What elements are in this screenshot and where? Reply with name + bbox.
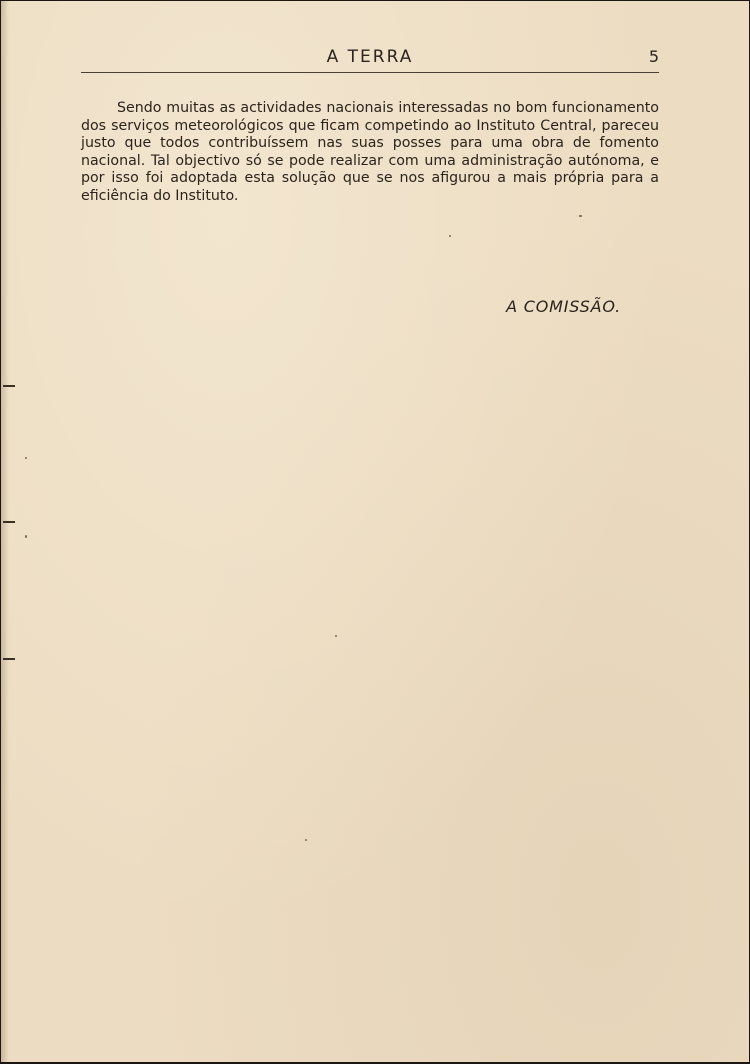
paper-speck [25, 535, 27, 538]
binding-stitch-mark [3, 521, 15, 523]
page-header [81, 45, 659, 73]
binding-stitch-mark [3, 385, 15, 387]
page-number: 5 [648, 47, 659, 66]
body-paragraph: Sendo muitas as actividades nacionais interessadas no bom funcionamento dos serviços meteorológicos que ficam competindo ao Instituto Central, pareceu justo que todos contribuíssem nas suas posses para uma obra de fomento nacional. Tal objectivo só se pode realizar com uma administração autónoma, e por isso foi adoptada esta solução que se nos afigurou a mais própria para a eficiência do Instituto. [81, 100, 659, 204]
binding-edge [1, 1, 9, 1062]
paper-speck [25, 457, 27, 459]
header-rule [81, 72, 659, 73]
binding-stitch-mark [3, 658, 15, 660]
document-page [1, 1, 749, 1062]
signature: A COMISSÃO. [506, 297, 621, 316]
paper-speck [305, 839, 307, 841]
paper-speck [579, 215, 582, 217]
paper-speck [335, 635, 337, 637]
paper-speck [449, 235, 451, 237]
running-title: A TERRA [326, 47, 414, 67]
